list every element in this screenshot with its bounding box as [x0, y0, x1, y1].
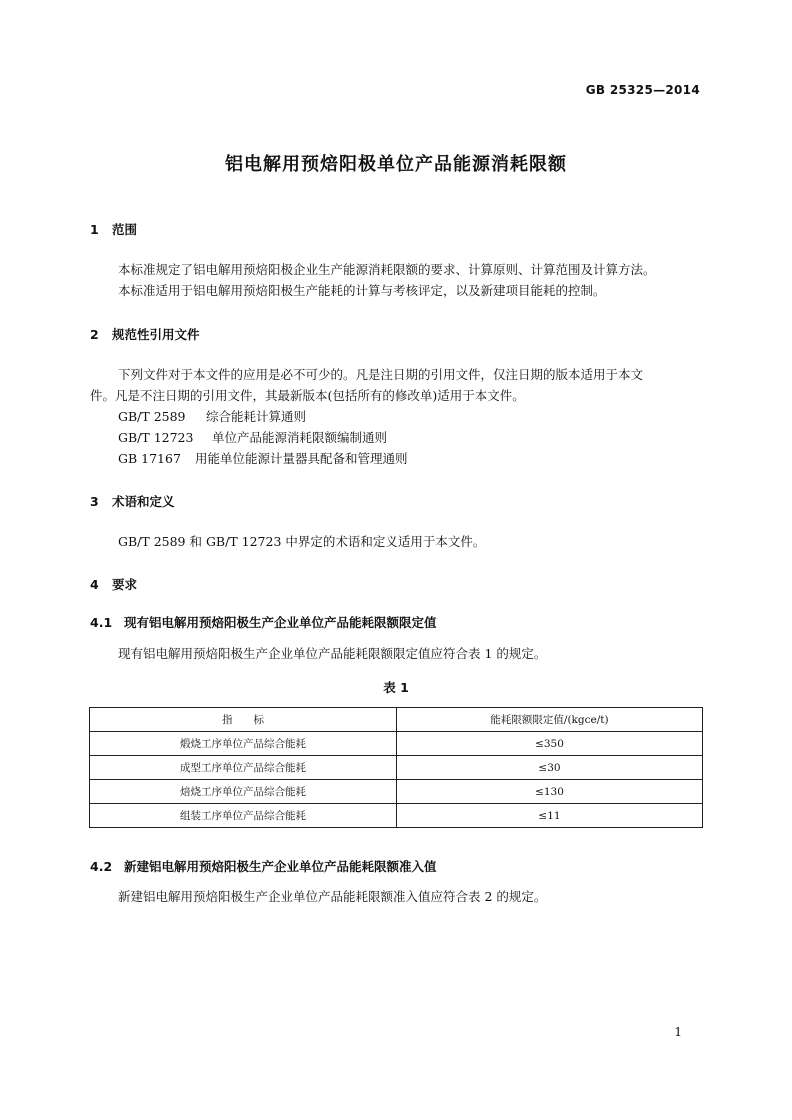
table-cell-value: ≤350	[397, 732, 703, 756]
table-header-limit: 能耗限额限定值/(kgce/t)	[397, 708, 703, 732]
subsection-4-1-paragraph: 现有铝电解用预焙阳极生产企业单位产品能耗限额限定值应符合表 1 的规定。	[118, 646, 547, 661]
table-cell-indicator: 组装工序单位产品综合能耗	[90, 804, 397, 828]
section-2-intro-line-1: 下列文件对于本文件的应用是必不可少的。凡是注日期的引用文件，仅注日期的版本适用于本文	[118, 367, 644, 382]
reference-item	[118, 406, 306, 427]
reference-title: 综合能耗计算通则	[206, 409, 307, 424]
reference-code: GB/T 2589	[118, 409, 186, 424]
reference-item	[118, 448, 408, 469]
section-title: 规范性引用文件	[112, 327, 200, 342]
reference-code: GB 17167	[118, 451, 181, 466]
table-1-caption: 表 1	[383, 680, 409, 695]
subsection-title: 现有铝电解用预焙阳极生产企业单位产品能耗限额限定值	[124, 615, 437, 630]
section-number: 2	[90, 327, 99, 342]
subsection-4-2-heading	[90, 857, 437, 875]
reference-item	[118, 427, 387, 448]
subsection-title: 新建铝电解用预焙阳极生产企业单位产品能耗限额准入值	[124, 859, 437, 874]
section-title: 术语和定义	[112, 494, 175, 509]
section-2-intro-line-2: 件。凡是不注日期的引用文件，其最新版本(包括所有的修改单)适用于本文件。	[90, 388, 525, 403]
table-cell-indicator: 煅烧工序单位产品综合能耗	[90, 732, 397, 756]
section-number: 4	[90, 577, 99, 592]
section-title: 范围	[112, 222, 138, 237]
standard-number: GB 25325—2014	[585, 83, 700, 97]
subsection-number: 4.2	[90, 859, 113, 874]
section-2-heading	[90, 325, 200, 343]
table-cell-indicator: 焙烧工序单位产品综合能耗	[90, 780, 397, 804]
reference-code: GB/T 12723	[118, 430, 194, 445]
table-header-indicator: 指 标	[90, 708, 397, 732]
section-1-paragraph-1: 本标准规定了铝电解用预焙阳极企业生产能源消耗限额的要求、计算原则、计算范围及计算方法。	[118, 262, 656, 277]
subsection-number: 4.1	[90, 615, 113, 630]
section-number: 1	[90, 222, 99, 237]
table-row	[90, 732, 703, 756]
table-1	[89, 707, 703, 828]
table-cell-value: ≤130	[397, 780, 703, 804]
section-title: 要求	[112, 577, 138, 592]
table-row	[90, 756, 703, 780]
section-4-heading	[90, 575, 137, 593]
table-header-row	[90, 708, 703, 732]
section-1-heading	[90, 220, 137, 238]
section-3-paragraph: GB/T 2589 和 GB/T 12723 中界定的术语和定义适用于本文件。	[118, 534, 486, 549]
document-title: 铝电解用预焙阳极单位产品能源消耗限额	[225, 154, 567, 175]
subsection-4-2-paragraph: 新建铝电解用预焙阳极生产企业单位产品能耗限额准入值应符合表 2 的规定。	[118, 889, 547, 904]
table-cell-value: ≤11	[397, 804, 703, 828]
reference-title: 用能单位能源计量器具配备和管理通则	[195, 451, 408, 466]
table-cell-value: ≤30	[397, 756, 703, 780]
reference-title: 单位产品能源消耗限额编制通则	[212, 430, 388, 445]
section-1-paragraph-2: 本标准适用于铝电解用预焙阳极生产能耗的计算与考核评定，以及新建项目能耗的控制。	[118, 283, 606, 298]
table-cell-indicator: 成型工序单位产品综合能耗	[90, 756, 397, 780]
page-number: 1	[674, 1025, 682, 1039]
section-number: 3	[90, 494, 99, 509]
subsection-4-1-heading	[90, 613, 437, 631]
table-row	[90, 804, 703, 828]
table-row	[90, 780, 703, 804]
section-3-heading	[90, 492, 175, 510]
